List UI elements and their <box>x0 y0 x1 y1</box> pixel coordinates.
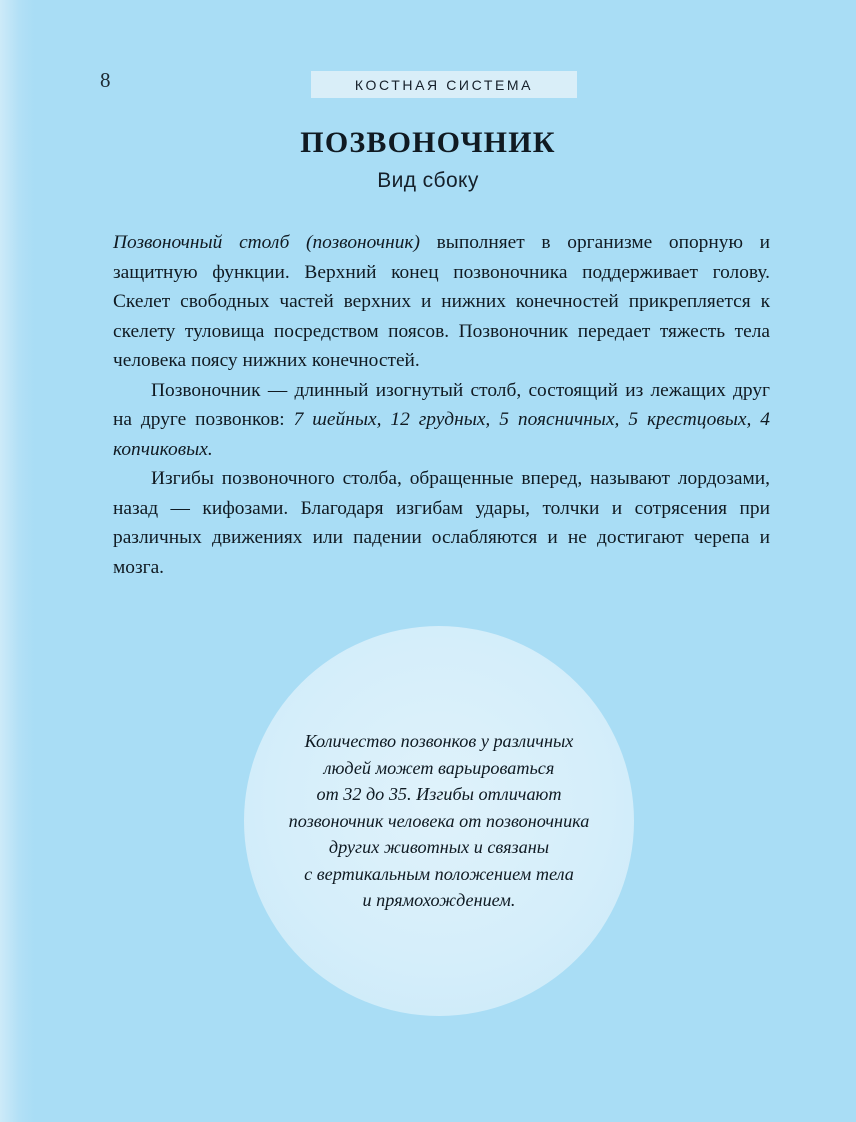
running-head-label: КОСТНАЯ СИСТЕМА <box>354 76 534 93</box>
callout-line: людей может варьироваться <box>323 757 555 778</box>
callout-line: и прямохождением. <box>362 890 516 911</box>
paragraph-3: Изгибы позвоночного столба, обращенные вперед, называют лордозами, назад — кифозами. Благодаря изгибам удары, толчки и сотрясения при различных движениях или падении ослабляются и не достигают черепа и мозга. <box>113 468 770 578</box>
paragraph-2-lead: Позвоночник — длинный изогнутый столб, состоящий из лежащих друг на друге позвонков: <box>113 379 770 430</box>
callout-line: от 32 до 35. Изгибы отличают <box>316 784 562 805</box>
paragraph-2-italic: 7 шейных, 12 грудных, 5 поясничных, 5 крестцовых, 4 копчиковых. <box>113 409 770 460</box>
paragraph-1-rest: выполняет в организме опорную и защитную функции. Верхний конец позвоночника поддерживает голову. Скелет свободных частей верхних и нижних конечностей прикрепляется к скелету туловища посредством поясов. Позвоночник передает тяжесть тела человека поясу нижних конечностей. <box>113 232 770 371</box>
page-number: 8 <box>100 68 111 92</box>
body-text <box>113 228 770 582</box>
running-head-banner <box>311 71 577 98</box>
title-block <box>0 126 856 193</box>
page-title: ПОЗВОНОЧНИК <box>300 126 556 159</box>
callout-line: позвоночник человека от позвоночника <box>288 810 590 831</box>
callout-line: Количество позвонков у различных <box>304 731 574 752</box>
paragraph-1-lead-italic: Позвоночный столб (позвоночник) <box>113 232 420 253</box>
callout-line: других животных и связаны <box>328 837 550 858</box>
page-subtitle: Вид сбоку <box>377 169 479 192</box>
paragraph-1 <box>113 228 770 376</box>
callout-text <box>269 728 609 914</box>
callout-circle <box>244 626 634 1016</box>
callout-line: с вертикальным положением тела <box>304 863 574 884</box>
paragraph-2 <box>113 376 770 465</box>
